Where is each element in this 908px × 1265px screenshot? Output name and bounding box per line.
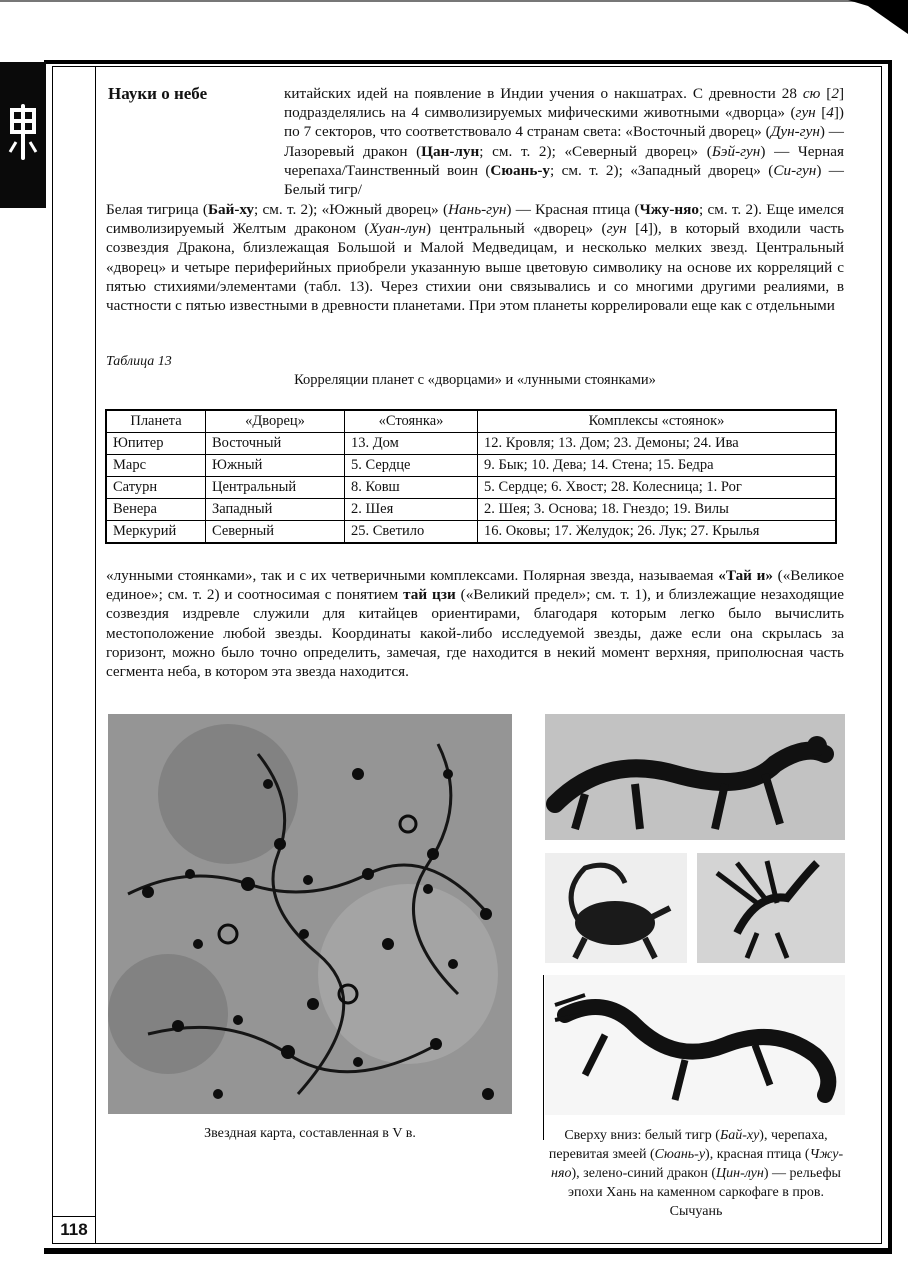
text-run: Белая тигрица ( [106, 201, 208, 218]
after-table-text [106, 566, 844, 681]
cell-palace: Северный [206, 521, 345, 543]
header-station: «Стоянка» [345, 411, 478, 433]
italic-term: Хуан-лун [369, 220, 426, 238]
table-caption: Корреляции планет с «дворцами» и «лунными стоянками» [294, 372, 656, 388]
table-row [107, 477, 836, 499]
header-complexes: Комплексы «стоянок» [478, 411, 836, 433]
continuation-text [106, 200, 844, 315]
italic-term: гун [606, 220, 627, 238]
text-run: китайских идей на появление в Индии учения о накшатрах. С древности 28 [284, 85, 803, 102]
text-run: ; см. т. 2); «Северный дворец» ( [479, 142, 712, 160]
text-run: («Великое единое»; см. т. 2) и соотносимая с понятием [106, 567, 844, 604]
text-run: ; см. т. 2). Еще имелся символизируемый Желтым драконом ( [106, 201, 845, 238]
star-map-caption: Звездная карта, составленная в V в. [204, 1126, 416, 1141]
cell-complexes: 12. Кровля; 13. Дом; 23. Демоны; 24. Ива [478, 433, 836, 455]
header-planet: Планета [107, 411, 206, 433]
table-row [107, 521, 836, 543]
cell-planet: Венера [107, 499, 206, 521]
italic-term: Дун-гун [770, 123, 820, 141]
margin-rule [95, 66, 96, 1244]
italic-term: 4 [826, 104, 834, 122]
cell-station: 2. Шея [345, 499, 478, 521]
cell-planet: Марс [107, 455, 206, 477]
intro-text [284, 84, 844, 199]
text-run: ]) по 7 секторов, что соответствовало 4 странам света: «Восточный дворец» ( [284, 104, 844, 141]
section-title: Науки о небе [108, 84, 208, 103]
text-run: («Великий предел»; см. т. 1), и близлежащие незаходящие созвездия издревле служили для китайцев ориентирами, благодаря которым легко было вычислить местоположение любой звезды. Координаты какой-либо исследуемой звезды, даже если она скрылась за горизонт, можно было точно определить, замечая, где находится в некий момент верхняя, приполюсная часть сегмента неба, в котором эта звезда находится. [106, 586, 844, 681]
page-number: 118 [52, 1216, 96, 1243]
intro-paragraph [284, 84, 844, 199]
cell-station: 25. Светило [345, 521, 478, 543]
text-run: [ [815, 104, 827, 122]
text-run: ; см. т. 2); «Южный дворец» ( [254, 201, 449, 218]
cell-complexes: 16. Оковы; 17. Желудок; 26. Лук; 27. Крылья [478, 521, 836, 543]
text-run: ) центральный «дворец» ( [426, 220, 607, 238]
italic-term: Цин-лун [716, 1166, 764, 1181]
cell-planet: Юпитер [107, 433, 206, 455]
chinese-character-icon [6, 102, 40, 162]
cell-station: 5. Сердце [345, 455, 478, 477]
dragon-relief-image [545, 975, 845, 1115]
text-run: ), красная птица ( [705, 1147, 810, 1162]
cell-palace: Западный [206, 499, 345, 521]
correlation-table [106, 410, 836, 543]
star-map-image [108, 714, 512, 1114]
italic-term: Сюань-у [654, 1147, 706, 1162]
table-row [107, 433, 836, 455]
cell-complexes: 2. Шея; 3. Основа; 18. Гнездо; 19. Вилы [478, 499, 836, 521]
cell-planet: Сатурн [107, 477, 206, 499]
text-run: ), зелено-синий дракон ( [571, 1166, 717, 1181]
reliefs-caption [548, 1126, 844, 1221]
cell-complexes: 5. Сердце; 6. Хвост; 28. Колесница; 1. Рог [478, 477, 836, 499]
reliefs-caption-text [549, 1128, 843, 1219]
white-tiger-relief-image [545, 714, 845, 840]
bold-term: Бай-ху [207, 201, 255, 218]
cell-palace: Центральный [206, 477, 345, 499]
text-run: ) — рельефы эпохи Хань на каменном саркофаге в пров. Сычуань [568, 1166, 841, 1219]
text-run: [ [820, 85, 832, 102]
bold-term: Цан-лун [421, 142, 480, 160]
italic-term: сю [802, 85, 821, 102]
italic-term: Чжу-няо [551, 1147, 844, 1181]
text-run: «лунными стоянками», так и с их четверичными комплексами. Полярная звезда, называемая [106, 567, 719, 584]
text-run: [4]), в который входили часть созвездия Дракона, близлежащая Большой и Малой Медведицам, и несколько мелких звезд. Центральный «дворец» и четыре периферийных приобрели указанную выше цветовую символику на основе их корреляций с пятью стихиями/элементами (табл. 13). Через стихии они связывались и со многими другими реалиями, в частности с пятью известными в древности планетами. При этом планеты коррелировали еще как с отдельными [106, 220, 845, 315]
cell-station: 8. Ковш [345, 477, 478, 499]
star-map-drawing [108, 714, 512, 1114]
text-run: Сверху вниз: белый тигр ( [564, 1128, 720, 1143]
italic-term: Бэй-гун [711, 142, 761, 160]
text-run: ] подразделялись на 4 символизируемых мифическими животными «дворца» ( [284, 85, 844, 122]
bottom-rule [44, 1252, 892, 1254]
continuation-paragraph [106, 200, 844, 315]
header-palace: «Дворец» [206, 411, 345, 433]
table-header-row [107, 411, 836, 433]
text-run: ), черепаха, перевитая змеей ( [548, 1128, 828, 1162]
text-run: ; см. т. 2); «Западный дворец» ( [550, 161, 774, 179]
cell-palace: Южный [206, 455, 345, 477]
turtle-snake-relief-image [545, 853, 687, 963]
bold-term: Чжу-няо [639, 201, 699, 218]
table-row [107, 499, 836, 521]
text-run: ) — Лазоревый дракон ( [284, 123, 844, 160]
cell-palace: Восточный [206, 433, 345, 455]
figure-rule [543, 975, 544, 1140]
side-tab [0, 62, 46, 208]
bold-term: «Тай и» [718, 567, 773, 584]
table-row [107, 455, 836, 477]
cell-complexes: 9. Бык; 10. Дева; 14. Стена; 15. Бедра [478, 455, 836, 477]
after-table-paragraph [106, 566, 844, 681]
text-run: ) — Красная птица ( [506, 201, 640, 218]
italic-term: Си-гун [773, 161, 817, 179]
page-corner-icon [848, 0, 908, 34]
top-rule [0, 0, 880, 2]
bold-term: тай цзи [403, 586, 456, 604]
italic-term: Нань-гун [448, 201, 507, 218]
red-bird-relief-image [697, 853, 845, 963]
table-label: Таблица 13 [106, 354, 172, 369]
italic-term: Бай-ху [719, 1128, 760, 1143]
text-run: ) — Белый тигр/ [284, 161, 844, 199]
italic-term: 2 [831, 85, 839, 102]
bold-term: Сюань-у [490, 161, 551, 179]
text-run: ) — Черная черепаха/Таинственный воин ( [284, 142, 844, 179]
italic-term: гун [795, 104, 816, 122]
cell-station: 13. Дом [345, 433, 478, 455]
cell-planet: Меркурий [107, 521, 206, 543]
